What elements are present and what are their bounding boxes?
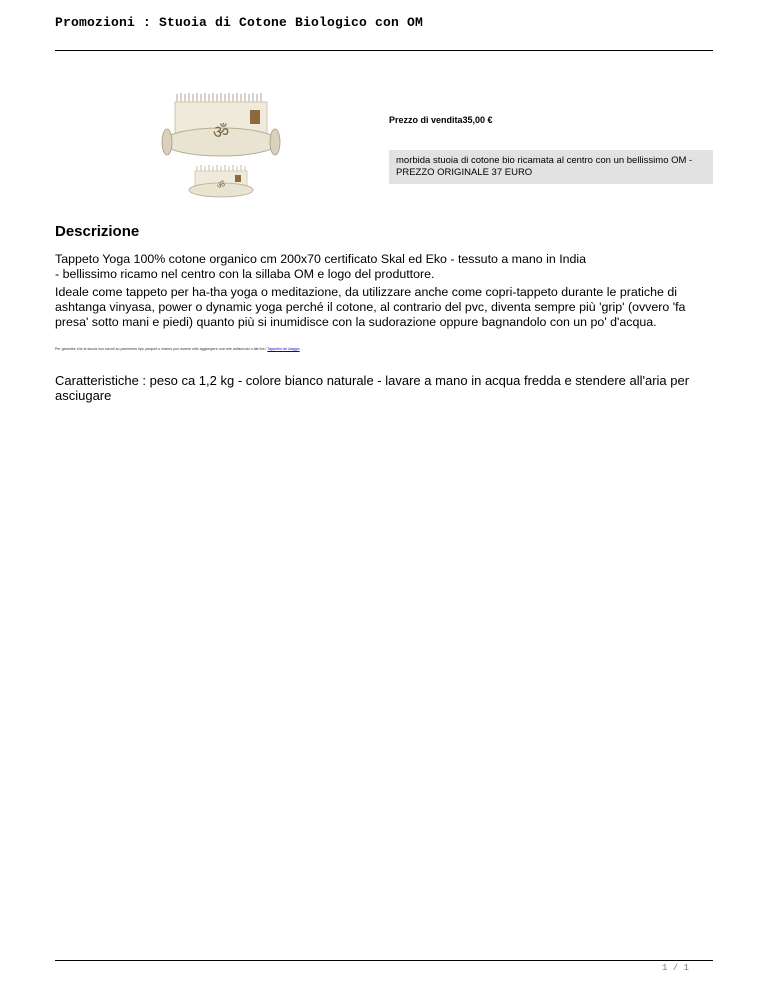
svg-text:ॐ: ॐ [212,122,230,143]
header-divider [55,50,713,51]
travel-mats-link[interactable]: Tappetini da Viaggio [267,347,300,351]
product-short-description: morbida stuoia di cotone bio ricamata al centro con un bellissimo OM - PREZZO ORIGINALE 37 EURO [389,150,713,184]
small-note [55,347,300,351]
description-heading: Descrizione [55,223,140,240]
mat-small [189,165,253,197]
description-paragraph-1-line-1: Tappeto Yoga 100% cotone organico cm 200x70 certificato Skal ed Eko - tessuto a mano in India [55,252,587,266]
description-paragraph-2: Ideale come tappeto per ha-tha yoga o meditazione, da utilizzare anche come copri-tappeto durante le pratiche di ashtanga vinyasa, power o dynamic yoga perché il cotone, al contrario del pvc, diventa sempre più 'grip' (ovvero 'fa presa' sotto mani e piedi) quanto più si inumidisce con la sudorazione oppure bagnandolo con un po' d'acqua. [55,285,686,329]
page-title: Promozioni : Stuoia di Cotone Biologico con OM [55,15,424,30]
product-image[interactable] [155,90,285,200]
small-note-text: Per garantire che la stuoia non scivoli su pavimento tipo parquet o marmo può essere utile aggiungere una rete antiscivolo o altri tra i [55,347,267,351]
mat-large [162,93,280,156]
product-price: Prezzo di vendita35,00 € [389,115,493,125]
svg-text:ॐ: ॐ [216,181,226,191]
footer-divider [55,960,713,961]
page-number: 1 / 1 [662,963,690,973]
description-paragraph-1 [55,252,715,282]
description-paragraph-1-line-2: - bellissimo ricamo nel centro con la sillaba OM e logo del produttore. [55,267,435,281]
characteristics-paragraph: Caratteristiche : peso ca 1,2 kg - colore bianco naturale - lavare a mano in acqua fredda e stendere all'aria per asciugare [55,373,690,403]
